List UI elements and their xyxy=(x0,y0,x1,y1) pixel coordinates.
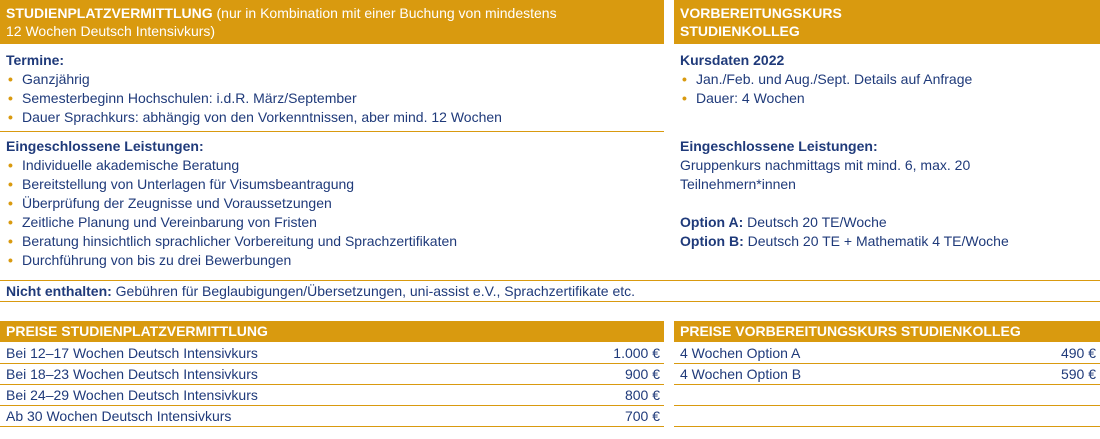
option-a: Option A: Deutsch 20 TE/Woche xyxy=(680,214,887,230)
table-row xyxy=(674,364,1100,385)
table-row xyxy=(674,343,1100,364)
bullet-icon: • xyxy=(8,233,13,249)
leistungen-left-section xyxy=(6,137,666,270)
kursdaten-list xyxy=(680,70,1095,108)
bullet-icon: • xyxy=(682,71,687,87)
bullet-icon: • xyxy=(8,252,13,268)
termine-list xyxy=(6,70,666,127)
leistungen-left-list xyxy=(6,156,666,270)
price-label: 4 Wochen Option B xyxy=(680,366,802,382)
option-b: Option B: Deutsch 20 TE + Mathematik 4 TE/Woche xyxy=(680,233,1009,249)
list-item: • Jan./Feb. und Aug./Sept. Details auf Anfrage xyxy=(682,71,973,87)
price-value: 900 € xyxy=(624,366,660,382)
table-row xyxy=(0,406,664,427)
table-row xyxy=(674,406,1100,427)
list-item: • Überprüfung der Zeugnisse und Voraussetzungen xyxy=(8,195,332,211)
price-value: 590 € xyxy=(1060,366,1096,382)
header-right-line1: VORBEREITUNGSKURS xyxy=(680,5,842,21)
table-row xyxy=(674,385,1100,406)
price-label: Ab 30 Wochen Deutsch Intensivkurs xyxy=(6,408,232,424)
price-value: 490 € xyxy=(1060,345,1096,361)
header-left-subtitle-2: 12 Wochen Deutsch Intensivkurs) xyxy=(6,23,216,39)
list-item: • Beratung hinsichtlich sprachlicher Vorbereitung und Sprachzertifikaten xyxy=(8,233,458,249)
leistungen-right-text-1: Gruppenkurs nachmittags mit mind. 6, max. 20 xyxy=(680,157,971,173)
bullet-icon: • xyxy=(682,90,687,106)
list-item: • Zeitliche Planung und Vereinbarung von Fristen xyxy=(8,214,317,230)
termine-heading: Termine: xyxy=(6,52,65,68)
bullet-icon: • xyxy=(8,176,13,192)
header-studienplatzvermittlung xyxy=(0,0,664,44)
termine-section xyxy=(6,51,666,127)
price-label: Bei 24–29 Wochen Deutsch Intensivkurs xyxy=(6,387,258,403)
nicht-enthalten-text: Gebühren für Beglaubigungen/Übersetzungen, uni-assist e.V., Sprachzertifikate etc. xyxy=(111,283,636,299)
table-row xyxy=(0,364,664,385)
divider xyxy=(0,280,1100,281)
list-item: • Dauer Sprachkurs: abhängig von den Vorkenntnissen, aber mind. 12 Wochen xyxy=(8,109,502,125)
header-right-line2: STUDIENKOLLEG xyxy=(680,23,800,39)
preise-left-heading: PREISE STUDIENPLATZVERMITTLUNG xyxy=(0,321,664,342)
price-value: 700 € xyxy=(624,408,660,424)
table-row xyxy=(0,343,664,364)
leistungen-right-section xyxy=(680,137,1095,251)
kursdaten-section xyxy=(680,51,1095,108)
header-left-title: STUDIENPLATZVERMITTLUNG xyxy=(6,5,213,21)
divider xyxy=(0,301,1100,302)
bullet-icon: • xyxy=(8,90,13,106)
header-vorbereitungskurs xyxy=(674,0,1100,44)
divider xyxy=(0,131,664,132)
price-label: Bei 12–17 Wochen Deutsch Intensivkurs xyxy=(6,345,258,361)
bullet-icon: • xyxy=(8,195,13,211)
nicht-enthalten xyxy=(6,282,1096,301)
preise-right-heading: PREISE VORBEREITUNGSKURS STUDIENKOLLEG xyxy=(674,321,1100,342)
list-item: • Bereitstellung von Unterlagen für Visumsbeantragung xyxy=(8,176,355,192)
bullet-icon: • xyxy=(8,157,13,173)
list-item: • Durchführung von bis zu drei Bewerbungen xyxy=(8,252,292,268)
list-item: • Ganzjährig xyxy=(8,71,90,87)
bullet-icon: • xyxy=(8,214,13,230)
leistungen-left-heading: Eingeschlossene Leistungen: xyxy=(6,138,204,154)
price-value: 800 € xyxy=(624,387,660,403)
price-value: 1.000 € xyxy=(613,345,660,361)
bullet-icon: • xyxy=(8,71,13,87)
table-row xyxy=(0,385,664,406)
kursdaten-heading: Kursdaten 2022 xyxy=(680,52,785,68)
list-item: • Dauer: 4 Wochen xyxy=(682,90,805,106)
leistungen-right-text-2: Teilnehmern*innen xyxy=(680,176,796,192)
list-item: • Individuelle akademische Beratung xyxy=(8,157,240,173)
header-left-subtitle: (nur in Kombination mit einer Buchung von mindestens xyxy=(212,5,557,21)
nicht-enthalten-label: Nicht enthalten: xyxy=(6,283,112,299)
bullet-icon: • xyxy=(8,109,13,125)
list-item: • Semesterbeginn Hochschulen: i.d.R. März/September xyxy=(8,90,357,106)
price-label: Bei 18–23 Wochen Deutsch Intensivkurs xyxy=(6,366,258,382)
price-label: 4 Wochen Option A xyxy=(680,345,801,361)
leistungen-right-heading: Eingeschlossene Leistungen: xyxy=(680,138,878,154)
